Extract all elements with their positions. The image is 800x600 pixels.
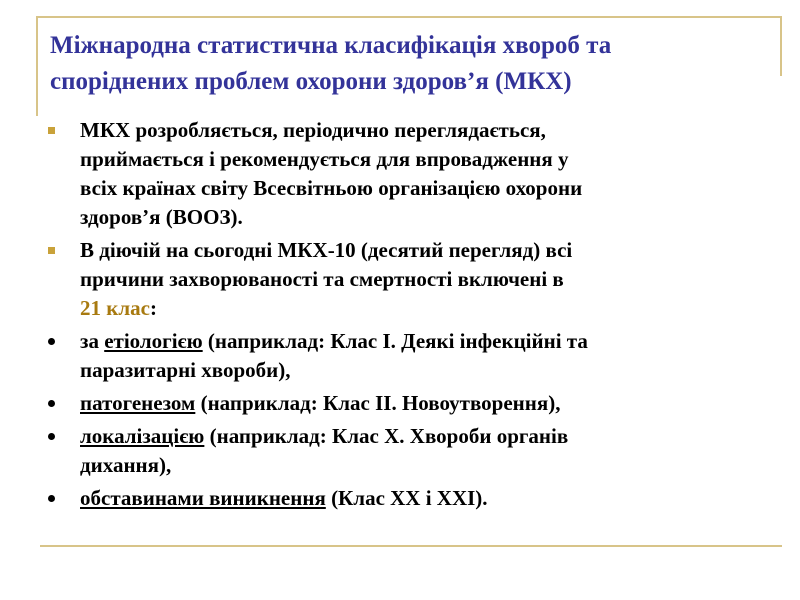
bullet-text-line <box>80 389 788 418</box>
bullet-item-icd10 <box>48 236 788 323</box>
frame-left-rule <box>36 16 38 116</box>
frame-top-rule <box>36 16 782 18</box>
slide-title-line-1: Міжнародна статистична класифікація хвороб та <box>50 32 612 59</box>
round-bullet-icon <box>48 495 55 502</box>
slide-title-line-2: споріднених проблем охорони здоров’я (МКХ) <box>50 68 572 95</box>
bullet-text-line: приймається і рекомендується для впровадження у <box>80 147 569 171</box>
bullet-item-who <box>48 116 788 232</box>
slide-title <box>50 28 770 100</box>
criterion-pathogenesis: патогенезом <box>80 391 196 415</box>
class-count-highlight: 21 клас <box>80 296 150 320</box>
bullet-item-localization <box>48 422 788 480</box>
bullet-text-line <box>80 294 788 323</box>
bullet-text-line: здоров’я (ВООЗ). <box>80 205 243 229</box>
round-bullet-icon <box>48 400 55 407</box>
bullet-example: (Клас ХХ і ХХІ). <box>325 486 488 510</box>
frame-right-rule <box>780 16 782 76</box>
bullet-text-line: В діючій на сьогодні МКХ-10 (десятий перегляд) всі <box>80 238 573 262</box>
bullet-text-line: всіх країнах світу Всесвітньою організацією охорони <box>80 176 583 200</box>
bullet-text-line <box>80 422 788 451</box>
bullet-item-etiology <box>48 327 788 385</box>
bullet-text-line <box>80 327 788 356</box>
bullet-prefix: за <box>80 329 105 353</box>
criterion-localization: локалізацією <box>80 424 205 448</box>
round-bullet-icon <box>48 433 55 440</box>
bullet-text-line: причини захворюваності та смертності включені в <box>80 267 564 291</box>
round-bullet-icon <box>48 338 55 345</box>
bullet-item-circumstances <box>48 484 788 513</box>
bullet-text-line: дихання), <box>80 453 172 477</box>
bullet-example: (наприклад: Клас Х. Хвороби органів <box>204 424 569 448</box>
bullet-list <box>48 116 788 517</box>
criterion-circumstances: обставинами виникнення <box>80 486 326 510</box>
bullet-example: (наприклад: Клас І. Деякі інфекційні та <box>202 329 588 353</box>
bullet-text-line: МКХ розробляється, періодично переглядається, <box>80 118 546 142</box>
square-bullet-icon <box>48 247 55 254</box>
bullet-item-pathogenesis <box>48 389 788 418</box>
criterion-etiology: етіологією <box>104 329 203 353</box>
bullet-text-line <box>80 484 788 513</box>
bullet-example: (наприклад: Клас ІІ. Новоутворення), <box>195 391 561 415</box>
class-count-suffix: : <box>149 296 157 320</box>
frame-bottom-rule <box>40 545 782 547</box>
square-bullet-icon <box>48 127 55 134</box>
bullet-text-line: паразитарні хвороби), <box>80 358 291 382</box>
